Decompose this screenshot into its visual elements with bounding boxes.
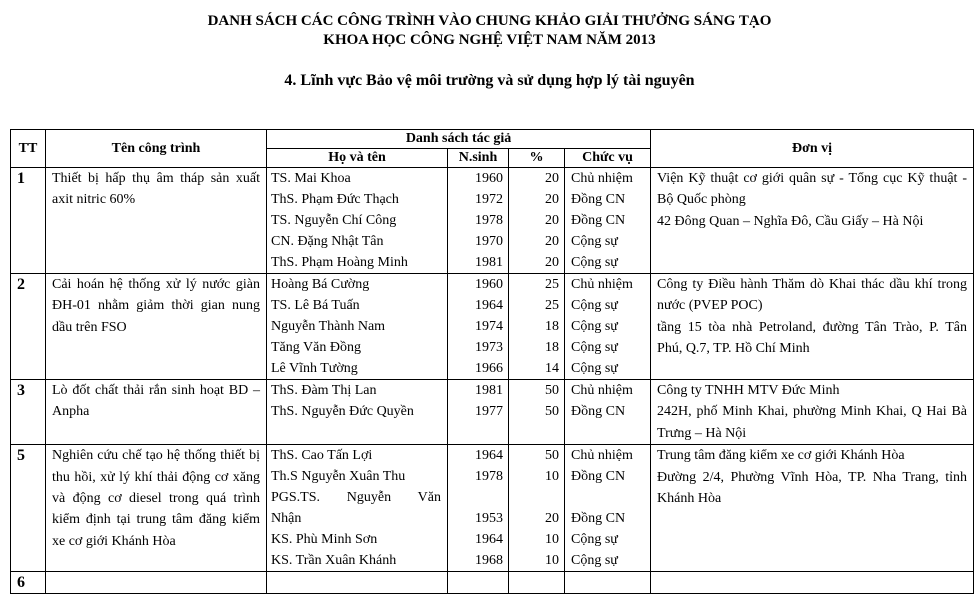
header-position: Chức vụ: [565, 149, 651, 168]
author-role: Cộng sự: [571, 319, 618, 334]
author-birth: 1953: [475, 511, 503, 527]
author-percent: 18: [545, 319, 559, 334]
author-percent: 25: [545, 277, 559, 292]
author-percent: 50: [545, 404, 559, 419]
author-percent: 25: [545, 298, 559, 313]
author-name: Lê Vĩnh Tường: [271, 361, 358, 376]
author-birth: 1981: [475, 255, 503, 270]
author-percent: 20: [545, 171, 559, 186]
author-role: Đồng CN: [571, 404, 626, 419]
author-role: Chủ nhiệm: [571, 383, 633, 398]
author-percent: 18: [545, 340, 559, 355]
row-number: 3: [11, 380, 46, 445]
author-name: Th.S Nguyễn Xuân Thu: [271, 469, 406, 485]
author-birth: 1978: [475, 213, 503, 228]
author-name: TS. Nguyễn Chí Công: [271, 213, 397, 228]
author-role: Đồng CN: [571, 192, 626, 207]
unit-name: Viện Kỹ thuật cơ giới quân sự - Tổng cục Kỹ thuật - Bộ Quốc phòng: [657, 171, 968, 208]
author-name: TS. Mai Khoa: [271, 171, 351, 186]
row-number: 2: [11, 274, 46, 380]
unit-address: tầng 15 tòa nhà Petroland, đường Tân Trào, P. Tân Phú, Q.7, TP. Hồ Chí Minh: [657, 319, 968, 357]
document-title-line-2: KHOA HỌC CÔNG NGHỆ VIỆT NAM NĂM 2013: [323, 32, 656, 48]
author-percent: 50: [545, 383, 559, 398]
author-birth: 1974: [475, 319, 503, 334]
header-authors: Danh sách tác giả: [267, 130, 651, 149]
project-title: Thiết bị hấp thụ âm tháp sản xuất axit nitric 60%: [52, 171, 260, 208]
author-percent: 14: [545, 361, 559, 376]
author-percent: 20: [545, 213, 559, 228]
author-name: TS. Lê Bá Tuấn: [271, 298, 360, 313]
author-role: Cộng sự: [571, 553, 618, 569]
document-title-line-1: DANH SÁCH CÁC CÔNG TRÌNH VÀO CHUNG KHẢO GIẢI THƯỞNG SÁNG TẠO: [207, 13, 772, 29]
author-role: Chủ nhiệm: [571, 277, 633, 292]
author-name: Tăng Văn Đồng: [271, 340, 361, 355]
author-birth: 1966: [475, 361, 503, 376]
author-role: Cộng sự: [571, 298, 618, 313]
author-percent: 10: [545, 469, 559, 485]
author-birth: 1964: [475, 298, 503, 313]
header-unit: Đơn vị: [651, 130, 974, 168]
author-name: ThS. Nguyễn Đức Quyền: [271, 404, 414, 419]
header-project: Tên công trình: [46, 130, 267, 168]
author-birth: 1978: [475, 469, 503, 485]
author-role: Chủ nhiệm: [571, 171, 633, 186]
author-percent: 10: [545, 553, 559, 569]
author-role: Cộng sự: [571, 340, 618, 355]
row-number: 6: [11, 572, 46, 594]
author-name: ThS. Phạm Đức Thạch: [271, 192, 399, 207]
author-role: Đồng CN: [571, 511, 626, 527]
project-title: Cải hoán hệ thống xử lý nước giàn ĐH-01 nhằm giảm thời gian nung dầu trên FSO: [52, 277, 260, 335]
table-row: [11, 168, 974, 274]
unit-address: Đường 2/4, Phường Vĩnh Hòa, TP. Nha Trang, tỉnh Khánh Hòa: [657, 469, 968, 507]
author-birth: 1964: [475, 448, 503, 464]
unit-name: Công ty Điều hành Thăm dò Khai thác dầu khí trong nước (PVEP POC): [657, 277, 968, 314]
author-name: ThS. Đàm Thị Lan: [271, 383, 377, 398]
author-role: Cộng sự: [571, 532, 618, 548]
author-name: CN. Đặng Nhật Tân: [271, 234, 384, 249]
author-name: ThS. Phạm Hoàng Minh: [271, 255, 408, 270]
author-percent: 20: [545, 192, 559, 207]
header-name: Họ và tên: [267, 149, 448, 168]
table-row: [11, 445, 974, 572]
header-percent: %: [509, 149, 565, 168]
author-role: Đồng CN: [571, 469, 626, 485]
author-role: Cộng sự: [571, 361, 618, 376]
header-birth: N.sinh: [448, 149, 509, 168]
author-role: Cộng sự: [571, 255, 618, 270]
projects-table: [10, 129, 974, 594]
author-name: ThS. Cao Tấn Lợi: [271, 448, 373, 464]
author-name: Nguyễn Thành Nam: [271, 319, 386, 334]
author-birth: 1972: [475, 192, 503, 207]
author-birth: 1960: [475, 277, 503, 292]
author-percent: 20: [545, 234, 559, 249]
author-name: Hoàng Bá Cường: [271, 277, 370, 292]
project-title: Nghiên cứu chế tạo hệ thống thiết bị thu hồi, xử lý khí thải động cơ xăng và động cơ diesel trong quá trình kiểm định tại trung tâm đăng kiểm xe cơ giới Khánh Hòa: [52, 448, 260, 549]
author-birth: 1968: [475, 553, 503, 569]
table-row: [11, 380, 974, 445]
author-name: KS. Phù Minh Sơn: [271, 532, 378, 548]
author-birth: 1981: [475, 383, 503, 398]
author-name-part: PGS.TS. Nguyễn Văn: [271, 490, 441, 506]
unit-address: 42 Đông Quan – Nghĩa Đô, Cầu Giấy – Hà Nội: [657, 213, 924, 229]
table-row: [11, 274, 974, 380]
author-role: Đồng CN: [571, 213, 626, 228]
author-birth: 1964: [475, 532, 503, 548]
author-percent: 20: [545, 255, 559, 270]
author-percent: 50: [545, 448, 559, 464]
row-number: 5: [11, 445, 46, 572]
author-name: KS. Trần Xuân Khánh: [271, 553, 397, 569]
unit-name: Công ty TNHH MTV Đức Minh: [657, 383, 840, 398]
unit-name: Trung tâm đăng kiểm xe cơ giới Khánh Hòa: [657, 448, 905, 464]
section-title: 4. Lĩnh vực Bảo vệ môi trường và sử dụng hợp lý tài nguyên: [284, 72, 695, 89]
header-tt: TT: [11, 130, 46, 168]
unit-address: 242H, phố Minh Khai, phường Minh Khai, Q Hai Bà Trưng – Hà Nội: [657, 404, 968, 441]
author-name: Nhận: [271, 511, 302, 527]
author-birth: 1970: [475, 234, 503, 249]
author-birth: 1960: [475, 171, 503, 186]
table-row: [11, 572, 974, 594]
author-percent: 10: [545, 532, 559, 548]
row-number: 1: [11, 168, 46, 274]
author-role: Cộng sự: [571, 234, 618, 249]
author-birth: 1977: [475, 404, 503, 419]
author-birth: 1973: [475, 340, 503, 355]
project-title: Lò đốt chất thải rắn sinh hoạt BD – Anpha: [52, 383, 260, 420]
author-role: Chủ nhiệm: [571, 448, 633, 464]
author-percent: 20: [545, 511, 559, 527]
